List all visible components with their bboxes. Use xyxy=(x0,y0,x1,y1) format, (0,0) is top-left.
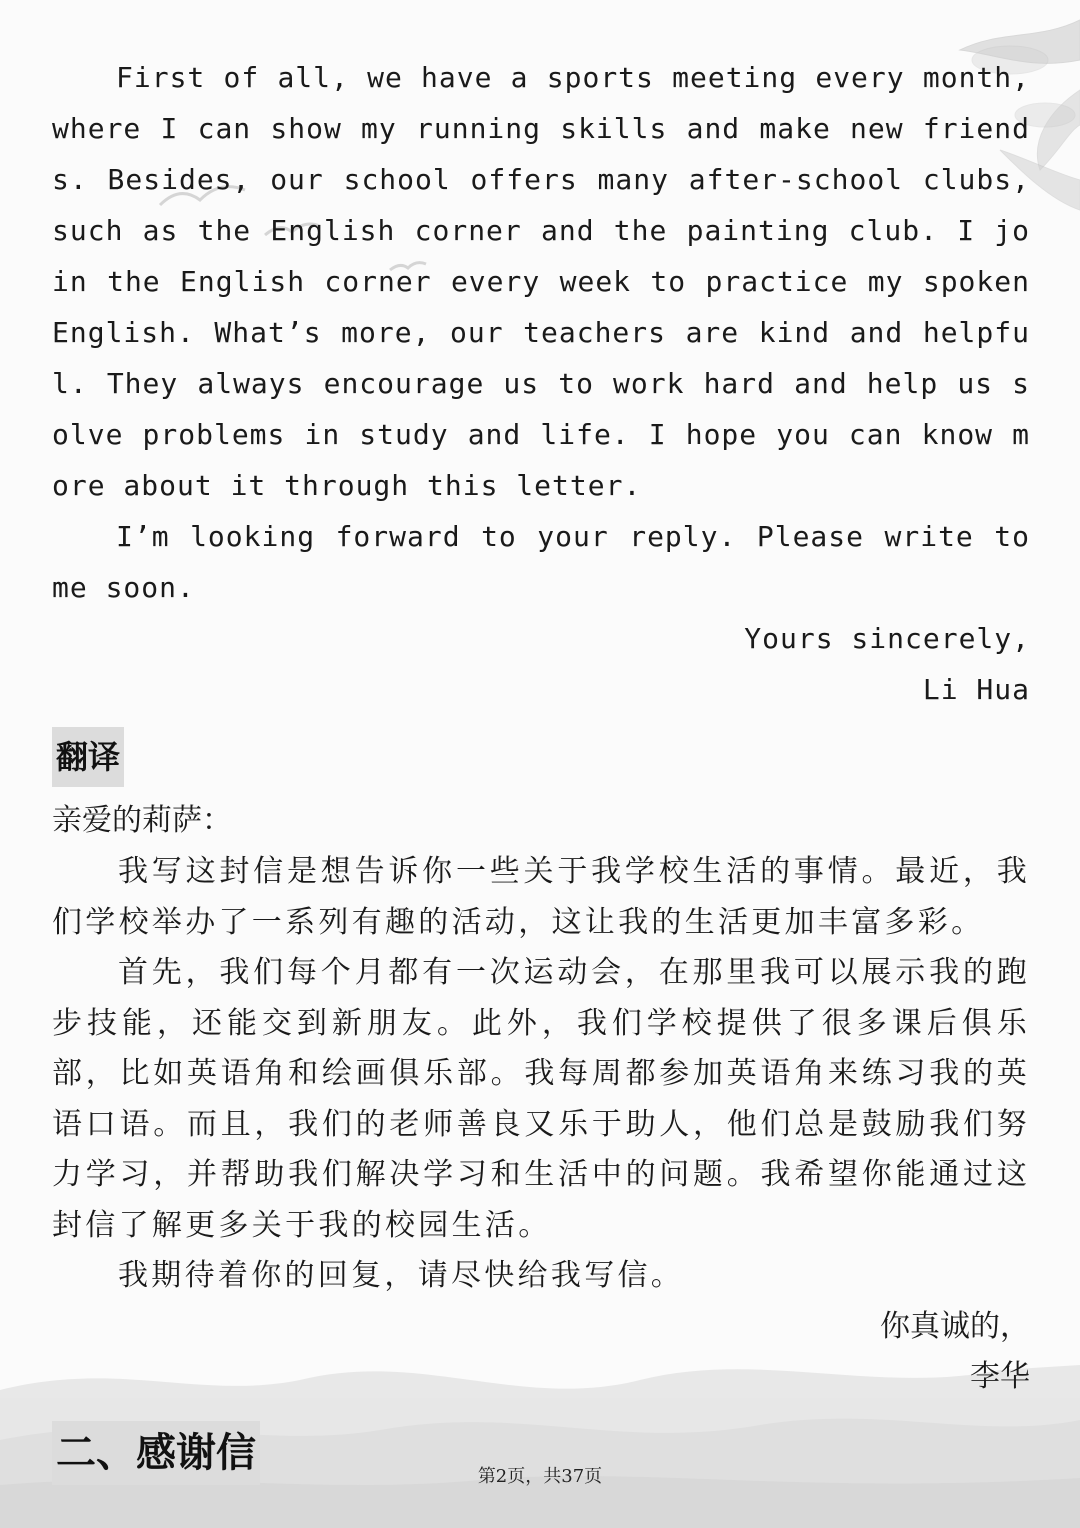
chinese-paragraph-2: 首先，我们每个月都有一次运动会，在那里我可以展示我的跑步技能，还能交到新朋友。此外，我们学校提供了很多课后俱乐部，比如英语角和绘画俱乐部。我每周都参加英语角来练习我的英语口语。而且，我们的老师善良又乐于助人，他们总是鼓励我们努力学习，并帮助我们解决学习和生活中的问题。我希望你能通过这封信了解更多关于我的校园生活。 xyxy=(52,955,1030,1243)
chinese-paragraph-1: 我写这封信是想告诉你一些关于我学校生活的事情。最近，我们学校举办了一系列有趣的活动，这让我的生活更加丰富多彩。 xyxy=(52,854,1030,940)
page-content xyxy=(52,52,1030,1485)
chinese-greeting: 亲爱的莉萨： xyxy=(52,803,232,838)
page-number-footer: 第2页，共37页 xyxy=(477,1466,603,1487)
translation-heading: 翻译 xyxy=(52,727,124,787)
english-closing: Yours sincerely, xyxy=(744,622,1030,655)
chinese-closing: 你真诚的， xyxy=(880,1308,1030,1344)
english-paragraph-2: I’m looking forward to your reply. Please write to me soon. xyxy=(52,520,1030,604)
english-paragraph-1: First of all, we have a sports meeting every month, where I can show my running skills and make new friends. Besides, our school offers many after-school clubs, such as the English corner and the painting club. I join the English corner every week to practice my spoken English. What’s more, our teachers are kind and helpful. They always encourage us to work hard and help us solve problems in study and life. I hope you can know more about it through this letter. xyxy=(52,61,1030,502)
english-signature: Li Hua xyxy=(922,673,1030,706)
chinese-signature: 李华 xyxy=(970,1359,1030,1394)
chinese-paragraph-3: 我期待着你的回复，请尽快给我写信。 xyxy=(118,1258,685,1293)
english-letter xyxy=(52,52,1030,715)
section-heading-thank-you-letter: 二、感谢信 xyxy=(52,1421,260,1485)
chinese-translation xyxy=(52,795,1030,1403)
